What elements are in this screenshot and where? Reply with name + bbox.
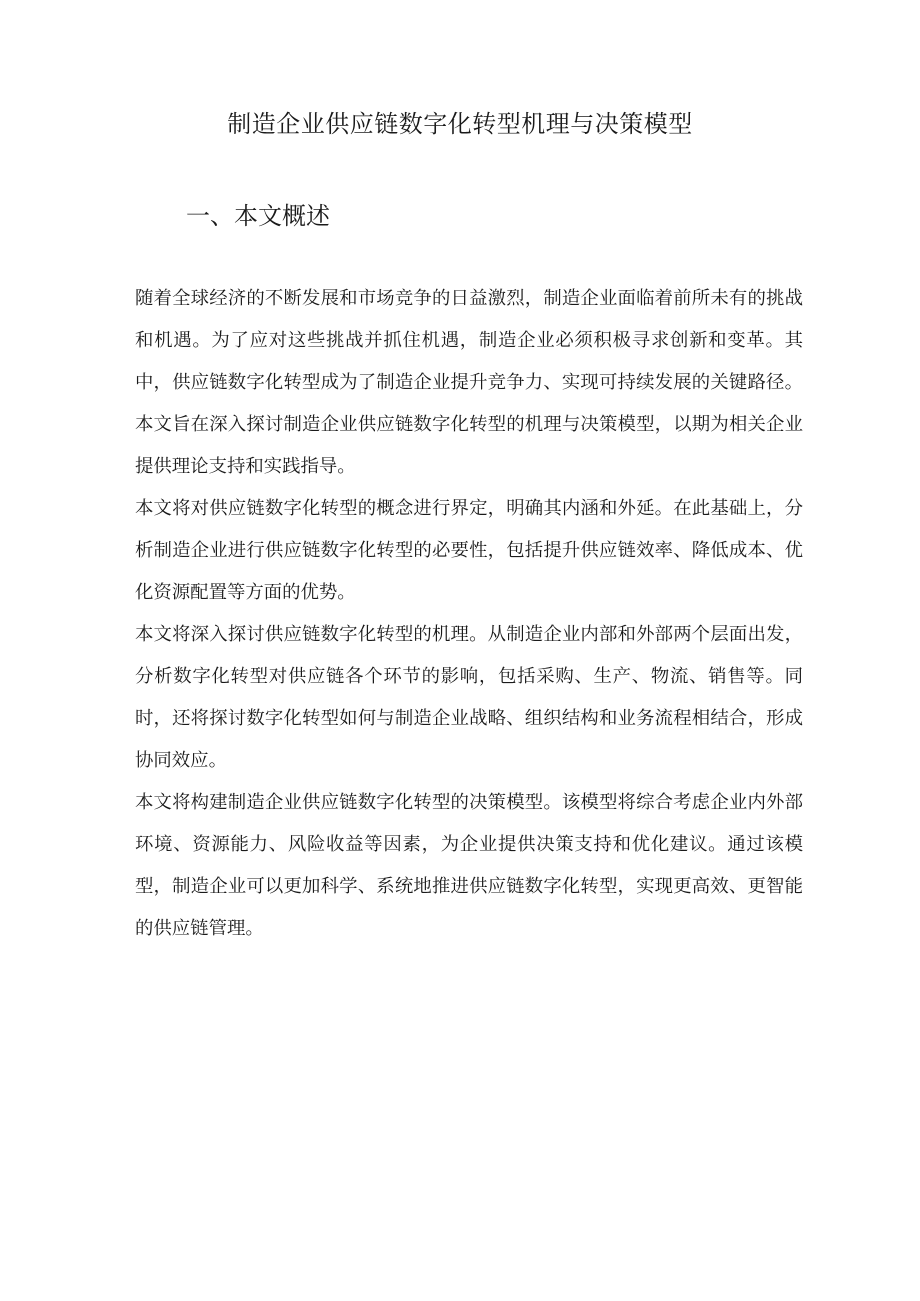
- paragraph-2: 本文将对供应链数字化转型的概念进行界定，明确其内涵和外延。在此基础上，分析制造企业进行供应链数字化转型的必要性，包括提升供应链效率、降低成本、优化资源配置等方面的优势。: [135, 498, 803, 603]
- document-body: [135, 278, 803, 950]
- paragraph-4: 本文将构建制造企业供应链数字化转型的决策模型。该模型将综合考虑企业内外部环境、资源能力、风险收益等因素，为企业提供决策支持和优化建议。通过该模型，制造企业可以更加科学、系统地推进供应链数字化转型，实现更高效、更智能的供应链管理。: [135, 792, 803, 939]
- paragraph-3: 本文将深入探讨供应链数字化转型的机理。从制造企业内部和外部两个层面出发，分析数字化转型对供应链各个环节的影响，包括采购、生产、物流、销售等。同时，还将探讨数字化转型如何与制造企业战略、组织结构和业务流程相结合，形成协同效应。: [135, 624, 803, 771]
- section-heading: 一、本文概述: [186, 202, 330, 230]
- document-title: 制造企业供应链数字化转型机理与决策模型: [227, 110, 693, 138]
- paragraph-1: 随着全球经济的不断发展和市场竞争的日益激烈，制造企业面临着前所未有的挑战和机遇。为了应对这些挑战并抓住机遇，制造企业必须积极寻求创新和变革。其中，供应链数字化转型成为了制造企业提升竞争力、实现可持续发展的关键路径。本文旨在深入探讨制造企业供应链数字化转型的机理与决策模型，以期为相关企业提供理论支持和实践指导。: [135, 288, 803, 477]
